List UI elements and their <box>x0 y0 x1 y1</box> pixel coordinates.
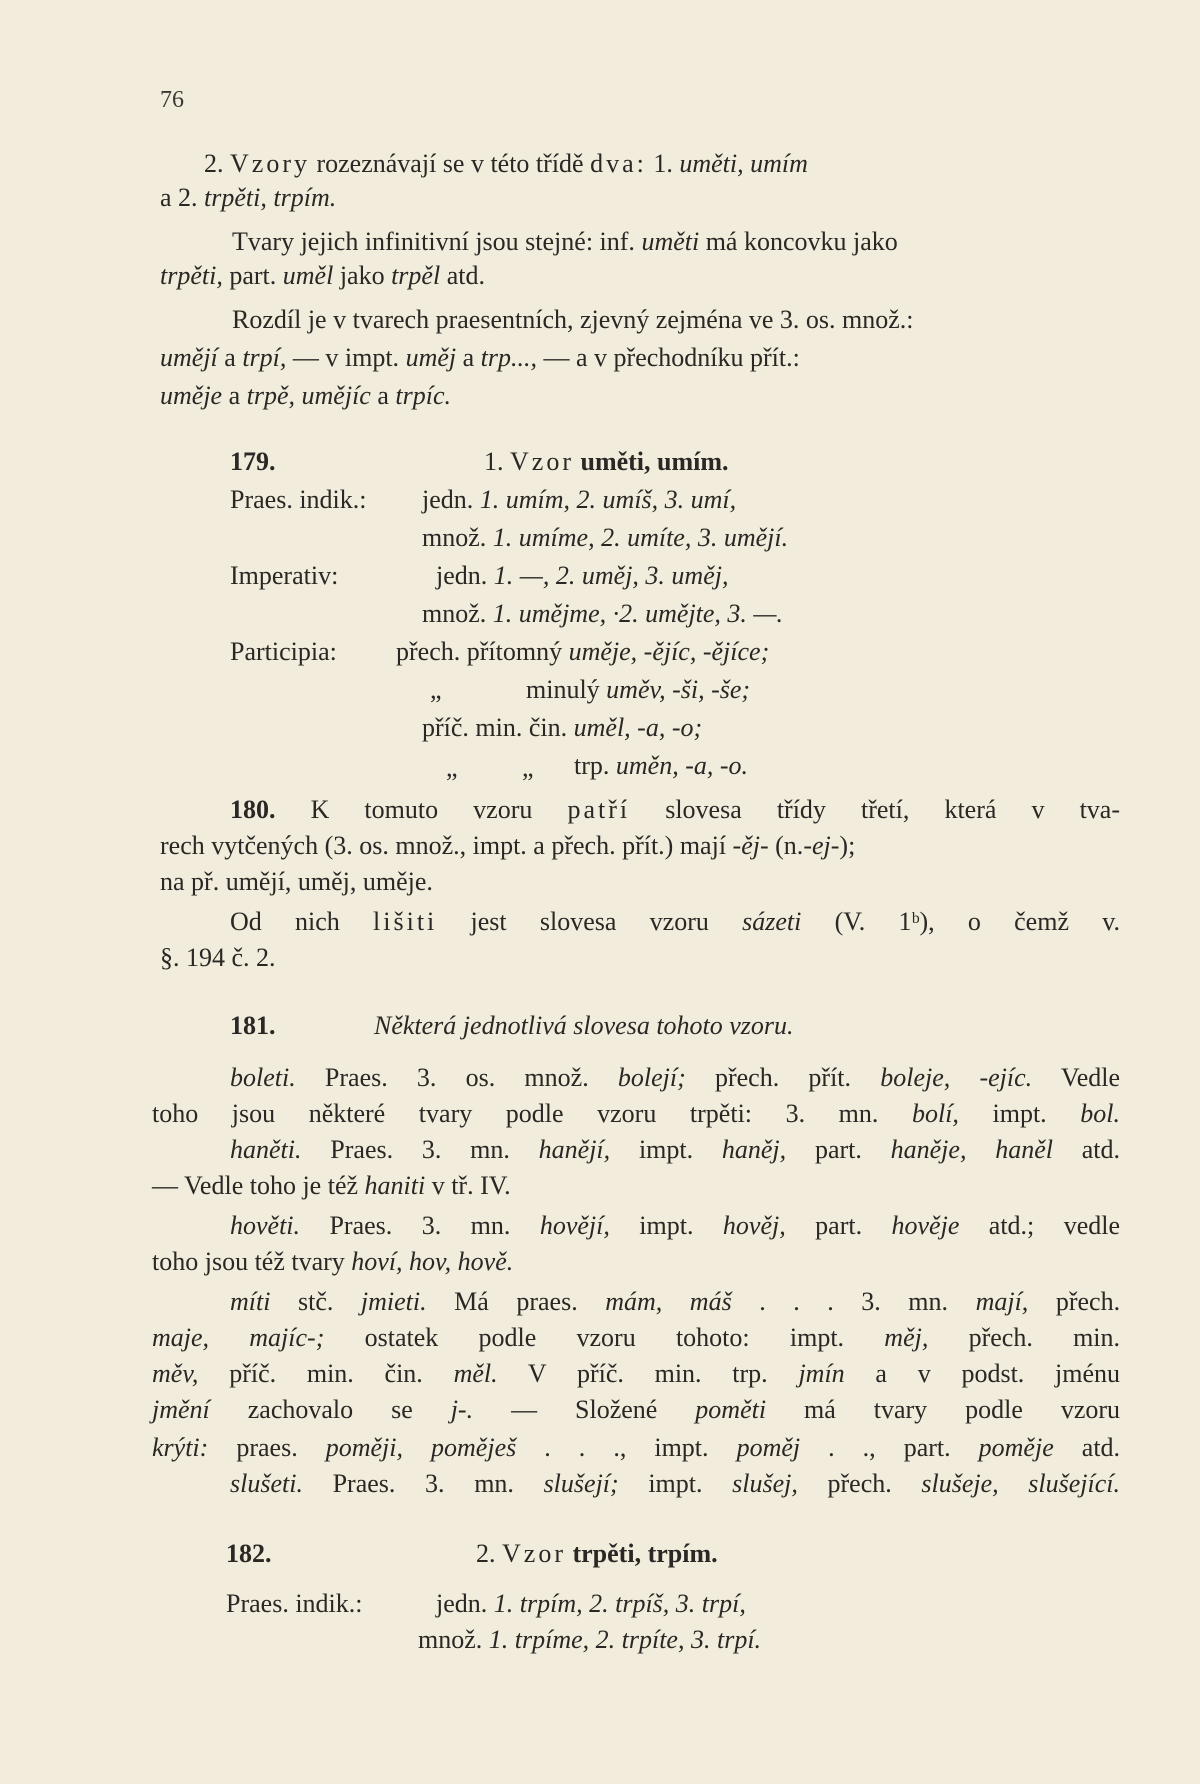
participia-prech: přech. přítomný uměje, -ějíc, -ějíce; <box>396 637 770 666</box>
entry-miti-cont-3: jmění zachovalo se j-. — Složené poměti má tvary podle vzoru <box>152 1395 1121 1424</box>
praes-mnoz-182: množ. 1. trpíme, 2. trpíte, 3. trpí. <box>418 1625 762 1654</box>
participia-trp: trp. uměn, -a, -o. <box>574 751 749 780</box>
section-181-number: 181. <box>230 1011 276 1040</box>
section-179-number: 179. <box>230 447 276 476</box>
praes-mnoz: množ. 1. umíme, 2. umíte, 3. umějí. <box>422 523 789 552</box>
intro-line-3: Tvary jejich infinitivní jsou stejné: inf. uměti má koncovku jako <box>232 227 898 256</box>
section-182-heading: 2. Vzor trpěti, trpím. <box>476 1539 718 1568</box>
praes-label: Praes. indik.: <box>230 485 367 514</box>
entry-miti-cont-2: měv, příč. min. čin. měl. V příč. min. trp. jmín a v podst. jménu <box>152 1359 1121 1388</box>
entry-hoveti-cont: toho jsou též tvary hoví, hov, hově. <box>152 1247 514 1276</box>
page-number: 76 <box>160 87 184 113</box>
imperativ-jedn: jedn. 1. —, 2. uměj, 3. uměj, <box>436 561 729 590</box>
imperativ-label: Imperativ: <box>230 561 339 590</box>
section-180-line-5: §. 194 č. 2. <box>160 943 276 972</box>
entry-hoveti: hověti. Praes. 3. mn. hovějí, impt. hověj, part. hověje atd.; vedle <box>230 1211 1121 1240</box>
intro-line-6: umějí a trpí, — v impt. uměj a trp..., — a v přechodníku přít.: <box>160 343 800 372</box>
intro-line-4: trpěti, part. uměl jako trpěl atd. <box>160 261 485 290</box>
section-181-heading: Některá jednotlivá slovesa tohoto vzoru. <box>374 1011 794 1040</box>
praes-jedn: jedn. 1. umím, 2. umíš, 3. umí, <box>422 485 737 514</box>
section-180-line-4: Od nich lišiti jest slovesa vzoru sázeti (V. 1ᵇ), o čemž v. <box>230 907 1121 936</box>
participia-label: Participia: <box>230 637 337 666</box>
ditto-mark: „ <box>522 753 534 782</box>
intro-line-7: uměje a trpě, umějíc a trpíc. <box>160 381 451 410</box>
entry-miti-cont-4: krýti: praes. poměji, poměješ . . ., impt. poměj . ., part. poměje atd. <box>152 1433 1121 1462</box>
participia-minuly: minulý uměv, -ši, -še; <box>526 675 751 704</box>
section-180-line-1: 180. K tomuto vzoru patří slovesa třídy třetí, která v tva- <box>230 795 1120 824</box>
imperativ-mnoz: množ. 1. umějme, ·2. umějte, 3. —. <box>422 599 784 628</box>
ditto-mark: „ <box>430 675 442 704</box>
entry-suseti: slušeti. Praes. 3. mn. slušejí; impt. slušej, přech. slušeje, slušející. <box>230 1469 1121 1498</box>
entry-miti: míti stč. jmieti. Má praes. mám, máš . . . 3. mn. mají, přech. <box>230 1287 1121 1316</box>
ditto-mark: „ <box>446 753 458 782</box>
section-179-heading: 1. Vzor uměti, umím. <box>484 447 729 476</box>
section-180-line-3: na př. umějí, uměj, uměje. <box>160 867 433 896</box>
section-182-number: 182. <box>226 1539 272 1568</box>
entry-miti-cont-1: maje, majíc-; ostatek podle vzoru tohoto: impt. měj, přech. min. <box>152 1323 1121 1352</box>
section-180-line-2: rech vytčených (3. os. množ., impt. a přech. přít.) mají -ěj- (n.-ej-); <box>160 831 856 860</box>
entry-boleti: boleti. Praes. 3. os. množ. bolejí; přech. přít. boleje, -ejíc. Vedle <box>230 1063 1121 1092</box>
praes-jedn-182: jedn. 1. trpím, 2. trpíš, 3. trpí, <box>436 1589 746 1618</box>
intro-line-5: Rozdíl je v tvarech praesentních, zjevný zejména ve 3. os. množ.: <box>232 305 914 334</box>
intro-line-2: a 2. trpěti, trpím. <box>160 183 337 212</box>
participia-pric: příč. min. čin. uměl, -a, -o; <box>422 713 703 742</box>
entry-haneti: haněti. Praes. 3. mn. hanějí, impt. haněj, part. haněje, haněl atd. <box>230 1135 1121 1164</box>
entry-haneti-cont: — Vedle toho je též haniti v tř. IV. <box>152 1171 511 1200</box>
praes-label-182: Praes. indik.: <box>226 1589 363 1618</box>
entry-boleti-cont: toho jsou některé tvary podle vzoru trpěti: 3. mn. bolí, impt. bol. <box>152 1099 1120 1128</box>
intro-line-1: 2. Vzory rozeznávají se v této třídě dva: 1. uměti, umím <box>204 149 808 178</box>
